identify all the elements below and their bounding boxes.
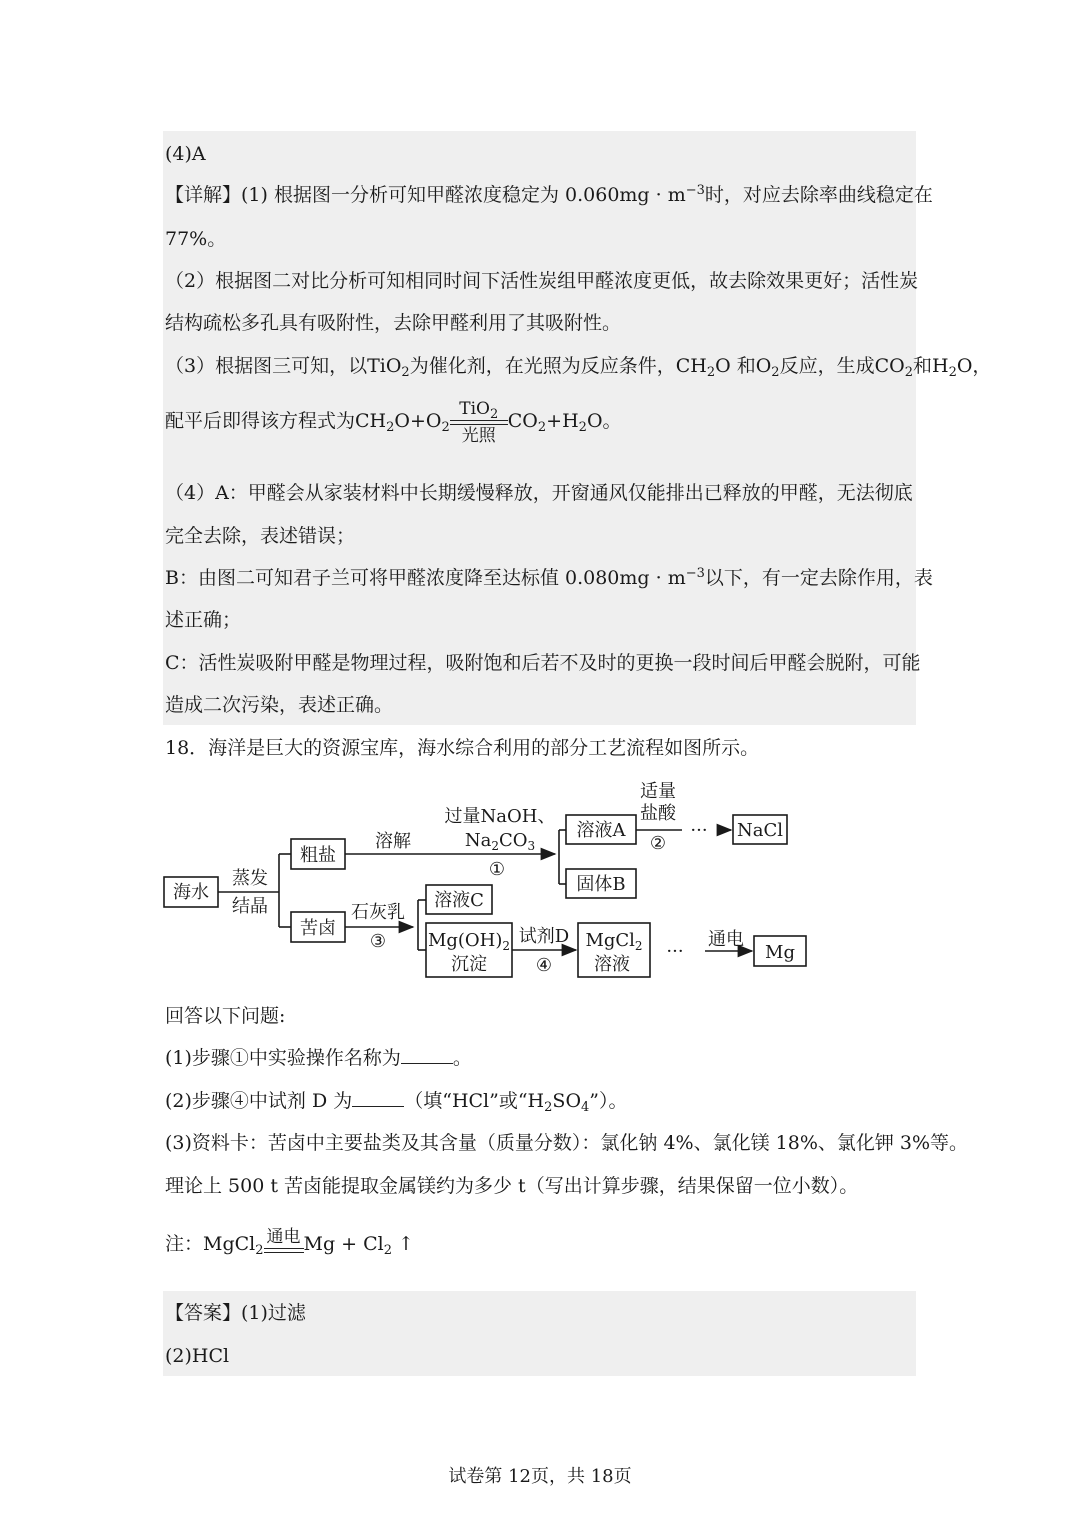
eq-prefix: 配平后即得该方程式为CH	[165, 410, 387, 432]
sub: 2	[706, 365, 716, 380]
question-1	[165, 1045, 472, 1071]
exponent: −3	[685, 566, 705, 581]
label-solution-a: 溶液A	[576, 820, 626, 841]
label-solution-c: 溶液C	[434, 890, 484, 911]
na: Na	[464, 830, 492, 851]
detail-1-cont: 77%。	[165, 228, 227, 250]
sub: 2	[401, 365, 410, 380]
condition-light: 光照	[461, 425, 496, 446]
equals-sign	[264, 1248, 304, 1253]
sub: 4	[581, 1100, 590, 1115]
label-step-2: ②	[649, 833, 667, 854]
sub: 2	[255, 1243, 264, 1258]
reaction-condition	[450, 399, 508, 446]
question-18-stem: 18．海洋是巨大的资源宝库，海水综合利用的部分工艺流程如图所示。	[165, 737, 760, 759]
sub: 2	[544, 1100, 553, 1115]
co: CO	[498, 830, 528, 851]
question-3-line-2: 理论上 500 t 苦卤能提取金属镁约为多少 t（写出计算步骤，结果保留一位小数）。	[165, 1175, 859, 1197]
catalyst-text: TiO	[459, 398, 490, 419]
d3d: 反应，生成CO	[779, 355, 905, 377]
equation-line	[165, 397, 622, 446]
label-hcl-2: 盐酸	[640, 803, 676, 824]
label-mgcl2	[585, 930, 642, 953]
label-dots-1: ···	[690, 820, 708, 841]
label-step-4: ④	[535, 955, 553, 976]
d3f: O，	[956, 355, 992, 377]
option-b-line-1	[165, 565, 933, 591]
sub: 2	[489, 406, 499, 422]
detail-2-line-2: 结构疏松多孔具有吸附性，去除甲醛利用了其吸附性。	[165, 312, 622, 334]
d3e: 和H	[912, 355, 949, 377]
detail-label: 【详解】	[165, 184, 242, 206]
sub: 2	[634, 939, 643, 953]
d3a: （3）根据图三可知，以TiO	[165, 355, 402, 377]
label-mgoh2	[428, 930, 510, 953]
q1-end: 。	[452, 1047, 472, 1069]
b-post: 以下，有一定去除作用，表	[704, 567, 933, 589]
sub: 2	[383, 1243, 393, 1258]
label-hcl-1: 适量	[640, 781, 676, 802]
option-c-line-2: 造成二次污染，表述正确。	[165, 694, 394, 716]
answer-label: 【答案】	[165, 1302, 242, 1324]
mgcl: MgCl	[585, 930, 635, 951]
note-pre: 注：MgCl	[165, 1233, 256, 1255]
label-lime: 石灰乳	[351, 902, 405, 923]
equals-sign	[450, 420, 508, 425]
q1-text: (1)步骤①中实验操作名称为	[165, 1047, 401, 1069]
note-post: Mg + Cl	[303, 1233, 384, 1255]
sub: 2	[948, 365, 957, 380]
note-electrolysis: 通电	[266, 1227, 301, 1247]
label-nacl: NaCl	[736, 820, 784, 841]
question-3-line-1: (3)资料卡：苦卤中主要盐类及其含量（质量分数）：氯化钠 4%、氯化镁 18%、氯化钾 3%等。	[165, 1132, 969, 1154]
label-precipitate: 沉淀	[451, 954, 487, 975]
eq-co: CO	[507, 410, 538, 432]
page-footer: 试卷第 12页，共 18页	[448, 1466, 632, 1487]
q4-answer: (4)A	[165, 143, 206, 165]
sub: 3	[527, 839, 536, 853]
label-step-1: ①	[488, 859, 506, 880]
exponent: −3	[685, 183, 705, 198]
b-pre: B：由图二可知君子兰可将甲醛浓度降至达标值 0.080mg · m	[165, 567, 686, 589]
answer-blank-2[interactable]	[352, 1088, 404, 1107]
gas-arrow: ↑	[392, 1233, 414, 1255]
eq-o: O+O	[394, 410, 442, 432]
detail-1	[165, 182, 933, 208]
prompt: 回答以下问题:	[165, 1005, 286, 1027]
sub: 2	[537, 420, 547, 435]
answer-line-1	[165, 1300, 306, 1326]
label-solid-b: 固体B	[576, 874, 626, 895]
sub: 2	[904, 365, 913, 380]
answer-blank-1[interactable]	[401, 1045, 453, 1064]
label-dissolve: 溶解	[375, 831, 411, 852]
option-b-line-2: 述正确；	[165, 609, 242, 631]
label-electrolysis: 通电	[708, 929, 744, 950]
detail-1-text: (1) 根据图一分析可知甲醛浓度稳定为 0.060mg · m	[241, 184, 686, 206]
note-condition	[264, 1227, 304, 1254]
answer-1: (1)过滤	[241, 1302, 306, 1324]
q2-hint: （填“HCl”或“H	[404, 1090, 545, 1112]
sub: 2	[578, 420, 587, 435]
label-reagent-d: 试剂D	[518, 926, 570, 947]
label-evap-2: 结晶	[232, 896, 268, 917]
detail-2-line-1: （2）根据图二对比分析可知相同时间下活性炭组甲醛浓度更低，故去除效果更好；活性炭	[165, 270, 919, 292]
sub: 2	[491, 839, 499, 853]
detail-4-line-1: （4）A：甲醛会从家装材料中长期缓慢释放，开窗通风仅能排出已释放的甲醛，无法彻底	[165, 482, 913, 504]
d3c: O 和O	[715, 355, 772, 377]
label-dots-2: ···	[666, 941, 684, 962]
sub: 2	[502, 939, 511, 953]
question-2	[165, 1088, 628, 1114]
mgoh: Mg(OH)	[427, 930, 503, 951]
label-mg: Mg	[765, 942, 795, 963]
note-equation	[165, 1222, 414, 1266]
sub: 2	[386, 420, 395, 435]
sub: 2	[441, 420, 450, 435]
label-evap-1: 蒸发	[232, 868, 268, 889]
process-flow-diagram	[160, 775, 820, 990]
detail-3	[165, 353, 991, 379]
q2-tail: ”）。	[589, 1090, 628, 1112]
answer-line-2: (2)HCl	[165, 1345, 230, 1367]
label-reagent-line-2	[465, 830, 535, 853]
label-solution: 溶液	[594, 954, 630, 975]
label-seawater: 海水	[173, 882, 209, 903]
label-bittern: 苦卤	[300, 918, 336, 939]
detail-1-tail: 时，对应去除率曲线稳定在	[704, 184, 933, 206]
q2-so: SO	[552, 1090, 582, 1112]
sub: 2	[771, 365, 780, 380]
eq-end: O。	[586, 410, 622, 432]
label-reagent-line-1: 过量NaOH、	[444, 806, 556, 827]
option-c-line-1: C：活性炭吸附甲醛是物理过程，吸附饱和后若不及时的更换一段时间后甲醛会脱附，可能	[165, 652, 921, 674]
q2-text: (2)步骤④中试剂 D 为	[165, 1090, 353, 1112]
label-crude-salt: 粗盐	[300, 845, 336, 866]
label-step-3: ③	[369, 931, 387, 952]
detail-4-line-2: 完全去除，表述错误；	[165, 525, 356, 547]
d3b: 为催化剂，在光照为反应条件，CH	[409, 355, 707, 377]
catalyst	[450, 398, 508, 422]
eq-h: +H	[546, 410, 579, 432]
